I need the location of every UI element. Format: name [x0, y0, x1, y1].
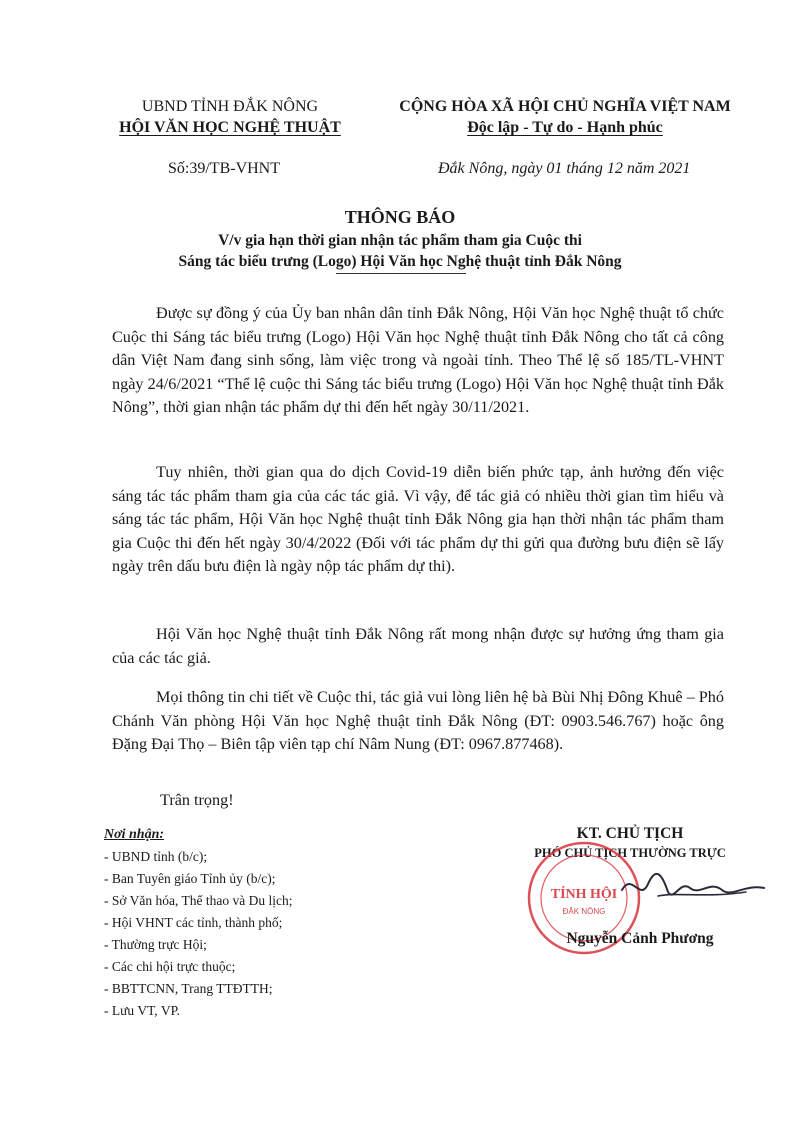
- recipient-item: - Các chi hội trực thuộc;: [104, 959, 236, 974]
- subject-line-2: Sáng tác biểu trưng (Logo) Hội Văn học Nghệ thuật tỉnh Đắk Nông: [178, 253, 622, 270]
- recipient-item: - Ban Tuyên giáo Tỉnh ủy (b/c);: [104, 871, 276, 886]
- seal-place-text: ĐẮK NÔNG: [562, 907, 606, 916]
- recipient-item: - BBTTCNN, Trang TTĐTTH;: [104, 981, 273, 996]
- recipient-item: - Sở Văn hóa, Thể thao và Du lịch;: [104, 893, 293, 908]
- seal-center-text: TỈNH HỘI: [550, 887, 618, 902]
- body-paragraph: Mọi thông tin chi tiết về Cuộc thi, tác giả vui lòng liên hệ bà Bùi Nhị Đông Khuê – Phó Chánh Văn phòng Hội Văn học Nghệ thuật tỉnh Đắk Nông (ĐT: 0903.546.767) hoặc ông Đặng Đại Thọ – Biên tập viên tạp chí Nâm Nung (ĐT: 0967.877468).: [112, 688, 724, 753]
- title-underline-rule: [336, 273, 466, 274]
- closing-greeting: Trân trọng!: [160, 791, 234, 809]
- recipients-heading: Nơi nhận:: [104, 827, 165, 842]
- org-name: HỘI VĂN HỌC NGHỆ THUẬT: [119, 119, 341, 136]
- recipient-item: - Hội VHNT các tỉnh, thành phố;: [104, 915, 283, 930]
- handwritten-signature: [618, 862, 768, 912]
- signer-name: Nguyễn Cảnh Phương: [566, 930, 714, 947]
- body-paragraph: Hội Văn học Nghệ thuật tỉnh Đắk Nông rất mong nhận được sự hưởng ứng tham gia của các tác giả.: [112, 625, 724, 667]
- body-paragraph: Được sự đồng ý của Ủy ban nhân dân tỉnh Đắk Nông, Hội Văn học Nghệ thuật tổ chức Cuộc thi Sáng tác biểu trưng (Logo) Hội Văn học Nghệ thuật tỉnh Đắk Nông cho tất cả công dân Việt Nam đang sinh sống, làm việc trong và ngoài tỉnh. Theo Thể lệ số 185/TL-VHNT ngày 24/6/2021 “Thể lệ cuộc thi Sáng tác biểu trưng (Logo) Hội Văn học Nghệ thuật tỉnh Đắk Nông”, thời gian nhận tác phẩm dự thi đến hết ngày 30/11/2021.: [112, 304, 724, 416]
- signature-role-line-1: KT. CHỦ TỊCH: [576, 825, 684, 842]
- document-title-block: [80, 206, 720, 272]
- recipient-item: - Thường trực Hội;: [104, 937, 207, 952]
- org-parent: UBND TỈNH ĐẮK NÔNG: [141, 98, 319, 115]
- body-paragraph: Tuy nhiên, thời gian qua do dịch Covid-19 diễn biến phức tạp, ảnh hưởng đến việc sáng tác tác phẩm tham gia của các tác giả. Vì vậy, để tác giả có nhiều thời gian tìm hiểu và sáng tác tác phẩm, Hội Văn học Nghệ thuật tỉnh Đắk Nông gia hạn thời nhận tác phẩm tham gia Cuộc thi đến hết ngày 30/4/2022 (Đối với tác phẩm dự thi gửi qua đường bưu điện sẽ lấy ngày trên dấu bưu điện là ngày nộp tác phẩm dự thi).: [112, 463, 724, 575]
- document-number: Số:39/TB-VHNT: [168, 160, 280, 177]
- document-type: THÔNG BÁO: [344, 207, 456, 227]
- nation-name: CỘNG HÒA XÃ HỘI CHỦ NGHĨA VIỆT NAM: [399, 98, 731, 115]
- recipients-list: [104, 824, 292, 1022]
- signature-role-line-2: PHÓ CHỦ TỊCH THƯỜNG TRỰC: [534, 846, 726, 860]
- recipient-item: - UBND tỉnh (b/c);: [104, 849, 208, 864]
- issuing-organization: [80, 96, 380, 138]
- recipient-item: - Lưu VT, VP.: [104, 1003, 180, 1018]
- subject-line-1: V/v gia hạn thời gian nhận tác phẩm tham gia Cuộc thi: [218, 232, 582, 249]
- national-motto: [375, 96, 755, 138]
- place-and-date: Đắk Nông, ngày 01 tháng 12 năm 2021: [438, 160, 691, 177]
- nation-motto: Độc lập - Tự do - Hạnh phúc: [467, 119, 663, 136]
